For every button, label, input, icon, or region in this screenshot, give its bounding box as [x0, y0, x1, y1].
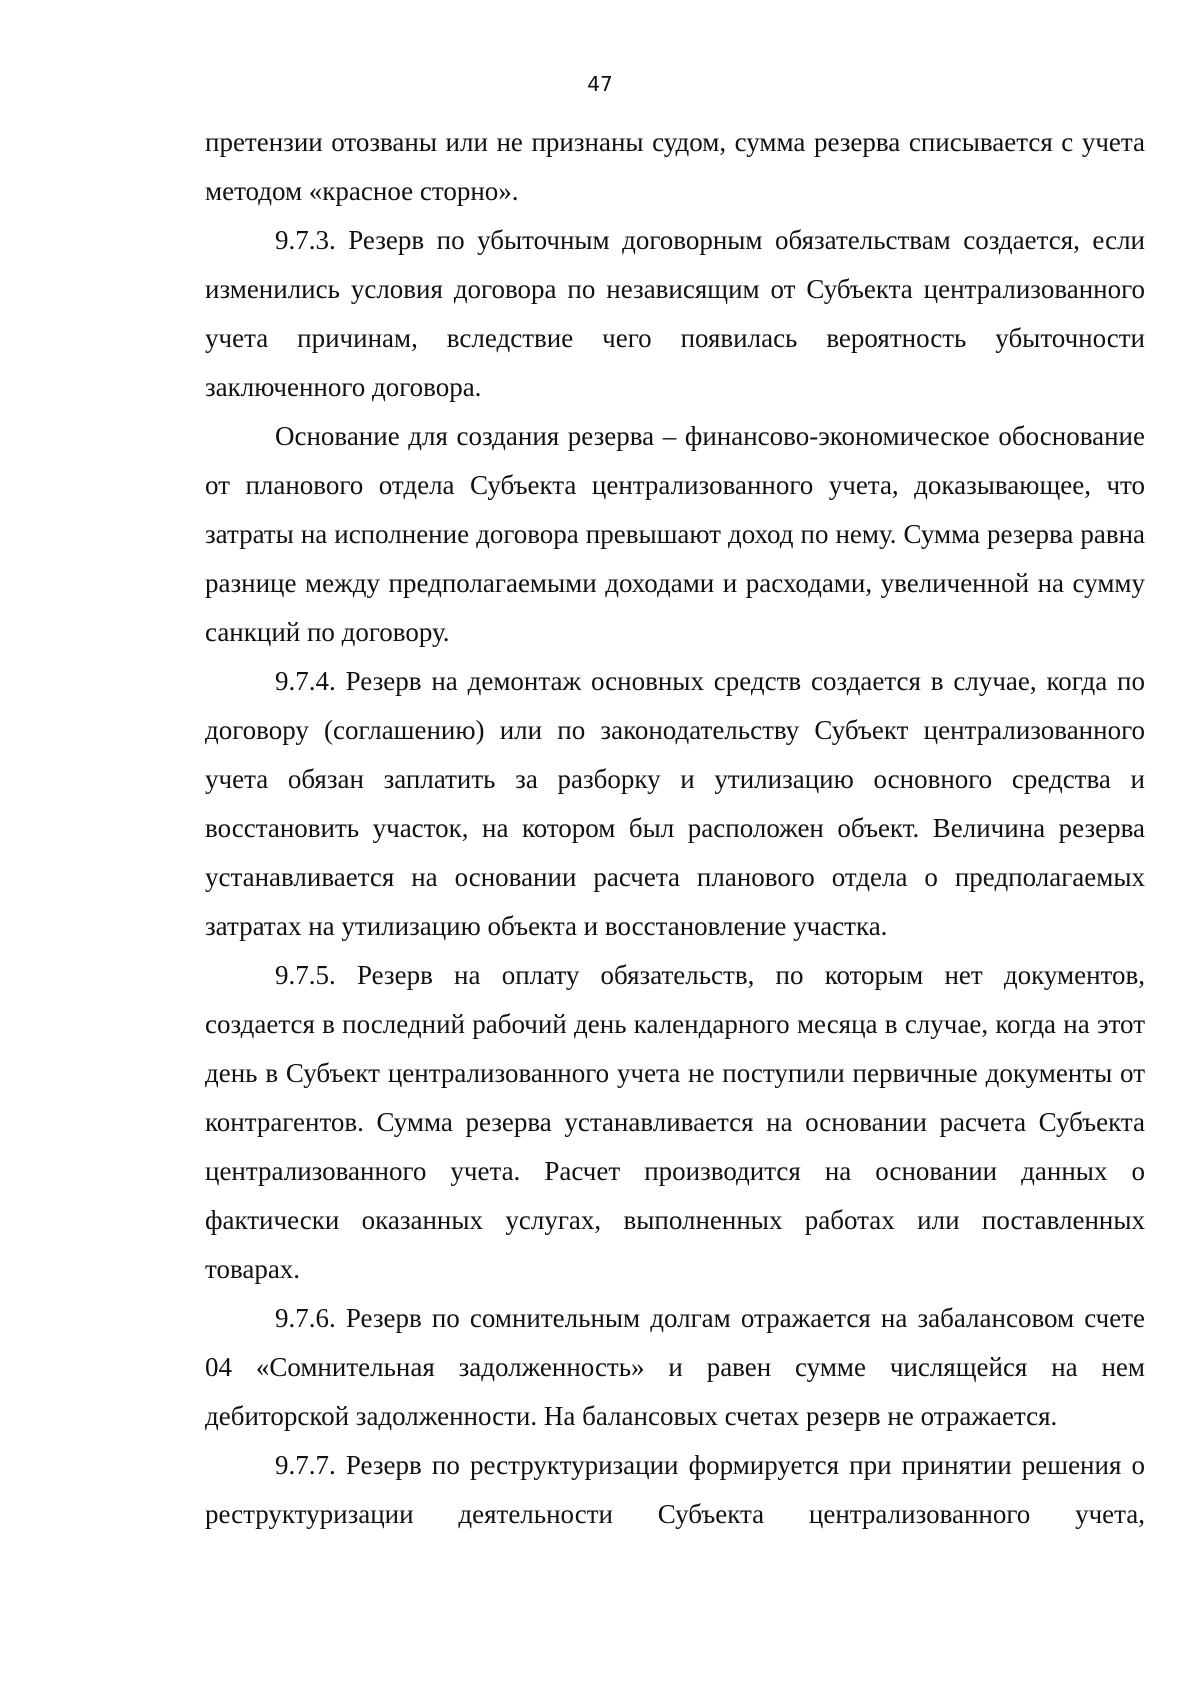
paragraph-reserve-basis: Основание для создания резерва – финансово-экономическое обоснование от планового отдела Субъекта централизованного учета, доказывающее, что затраты на исполнение договора превышают доход по нему. Сумма резерва равна разнице между предполагаемыми доходами и расходами, увеличенной на сумму санкций по договору. — [205, 421, 1145, 647]
paragraph-9-7-7: 9.7.7. Резерв по реструктуризации формируется при принятии решения о реструктуризации деятельности Субъекта централизованного учета, — [205, 1450, 1145, 1529]
paragraph-9-7-3: 9.7.3. Резерв по убыточным договорным обязательствам создается, если изменились условия договора по независящим от Субъекта централизованного учета причинам, вследствие чего появилась вероятность убыточности заключенного договора. — [205, 225, 1145, 402]
paragraph-continuation: претензии отозваны или не признаны судом, сумма резерва списывается с учета методом «красное сторно». — [205, 127, 1145, 206]
page-number: 47 — [587, 72, 613, 96]
document-body — [205, 118, 1145, 1539]
paragraph-9-7-6: 9.7.6. Резерв по сомнительным долгам отражается на забалансовом счете 04 «Сомнительная задолженность» и равен сумме числящейся на нем дебиторской задолженности. На балансовых счетах резерв не отражается. — [205, 1303, 1145, 1431]
paragraph-9-7-5: 9.7.5. Резерв на оплату обязательств, по которым нет документов, создается в последний рабочий день календарного месяца в случае, когда на этот день в Субъект централизованного учета не поступили первичные документы от контрагентов. Сумма резерва устанавливается на основании расчета Субъекта централизованного учета. Расчет производится на основании данных о фактически оказанных услугах, выполненных работах или поставленных товарах. — [205, 960, 1145, 1284]
paragraph-9-7-4: 9.7.4. Резерв на демонтаж основных средств создается в случае, когда по договору (соглашению) или по законодательству Субъект централизованного учета обязан заплатить за разборку и утилизацию основного средства и восстановить участок, на котором был расположен объект. Величина резерва устанавливается на основании расчета планового отдела о предполагаемых затратах на утилизацию объекта и восстановление участка. — [205, 666, 1145, 941]
